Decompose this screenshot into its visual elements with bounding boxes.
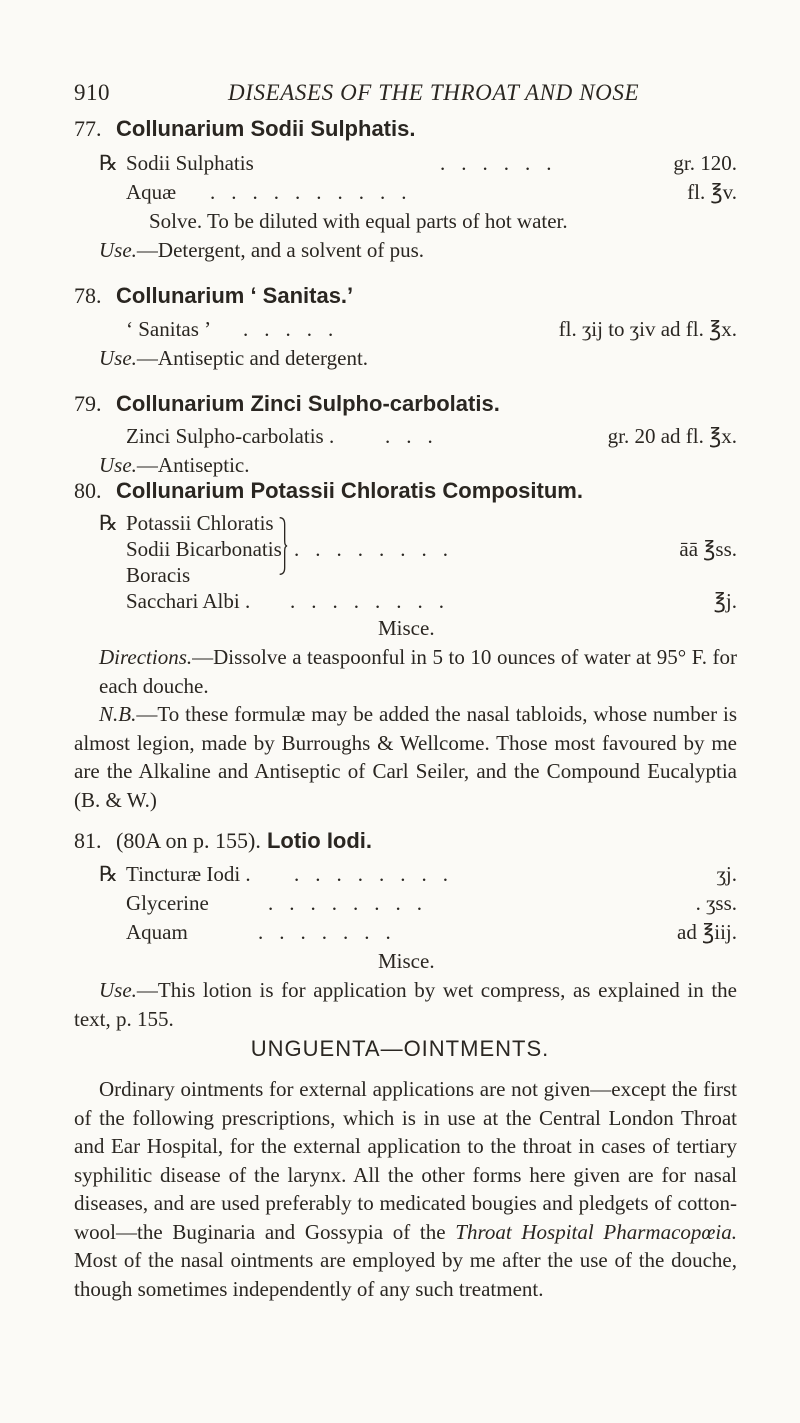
- entry-title: Collunarium Potassii Chloratis Compositum.: [116, 478, 583, 503]
- brace-icon: [278, 514, 288, 578]
- ingredient-quantity: fl. ℥v.: [687, 180, 737, 204]
- running-title: DISEASES OF THE THROAT AND NOSE: [228, 80, 640, 105]
- use-label: Use.: [99, 346, 137, 370]
- ingredient-name: Sodii Bicarbonatis: [126, 537, 282, 561]
- section-heading: UNGUENTA—OINTMENTS.: [250, 1036, 550, 1061]
- ingredient-name: Potassii Chloratis: [126, 511, 274, 535]
- use-label: Use.: [99, 238, 137, 262]
- nb-paragraph: [74, 700, 737, 814]
- ingredient-quantity: ad ℥iij.: [677, 920, 737, 944]
- entry-78-heading: [74, 283, 353, 309]
- group-quantity: āā ℥ss.: [679, 537, 737, 561]
- nb-text: —To these formulæ may be added the nasal tabloids, whose number is almost legion, made by Burroughs & Wellcome. Those most favoured by me are the Alkaline and Antiseptic of Carl Seiler, and the Compound Eucalyptia (B. & W.): [74, 702, 737, 812]
- entry-reference: (80A on p. 155).: [116, 828, 261, 853]
- leader-dots: ........: [294, 537, 464, 561]
- leader-dots: ..........: [210, 180, 423, 204]
- use-line: [99, 238, 424, 263]
- page-header: [74, 80, 734, 110]
- entry-number: 81.: [74, 828, 102, 853]
- paragraph-text: Most of the nasal ointments are employed by me after the use of the douche, though sometimes independently of any such treatment.: [74, 1248, 737, 1301]
- nb-label: N.B.: [99, 702, 137, 726]
- use-text: —Antiseptic.: [136, 453, 250, 477]
- ingredient-name: Sodii Sulphatis: [126, 151, 254, 175]
- use-label: Use.: [99, 453, 137, 477]
- entry-77-heading: [74, 116, 415, 142]
- entry-80-heading: [74, 478, 583, 504]
- entry-title: Collunarium Zinci Sulpho-carbolatis.: [116, 391, 500, 416]
- ingredient-name: Boracis: [126, 563, 191, 587]
- ingredient-quantity: gr. 120.: [673, 151, 737, 175]
- entry-81-heading: [74, 828, 372, 854]
- instruction-text: Solve. To be diluted with equal parts of hot water.: [149, 209, 568, 233]
- ingredient-quantity: . ʒss.: [695, 891, 737, 915]
- entry-title: Collunarium ‘ Sanitas.’: [116, 283, 354, 308]
- ingredient-name: Tincturæ Iodi .: [126, 862, 251, 886]
- paragraph-italic-text: Throat Hospital Pharmacopœia.: [455, 1219, 737, 1244]
- entry-title: Collunarium Sodii Sulphatis.: [116, 116, 416, 141]
- ingredient-quantity: fl. ʒij to ʒiv ad fl. ℥x.: [558, 317, 737, 341]
- leader-dots: ......: [440, 151, 568, 175]
- leader-dots: ........: [268, 891, 438, 915]
- use-text: —Antiseptic and detergent.: [136, 346, 369, 370]
- use-paragraph: [74, 976, 737, 1033]
- misce-text: Misce.: [378, 949, 435, 973]
- ingredient-name: Aquæ: [126, 180, 177, 204]
- rx-symbol: ℞: [99, 511, 118, 535]
- ingredient-name: Sacchari Albi .: [126, 589, 251, 613]
- ingredient-quantity: ʒj.: [716, 862, 737, 886]
- ingredient-name: Glycerine: [126, 891, 209, 915]
- directions-label: Directions.: [99, 645, 193, 669]
- leader-dots: ........: [294, 862, 464, 886]
- leader-dots: .....: [243, 317, 350, 341]
- entry-number: 80.: [74, 478, 102, 503]
- use-label: Use.: [99, 978, 137, 1002]
- leader-dots: ........: [290, 589, 460, 613]
- entry-title: Lotio Iodi.: [266, 828, 373, 853]
- use-text: —This lotion is for application by wet compress, as explained in the text, p. 155.: [74, 978, 737, 1031]
- directions-text: —Dissolve a teaspoonful in 5 to 10 ounces of water at 95° F. for each douche.: [99, 645, 737, 698]
- rx-symbol: ℞: [99, 151, 118, 175]
- leader-dots: ...: [385, 424, 449, 448]
- use-line: [99, 453, 250, 478]
- leader-dots: .......: [258, 920, 407, 944]
- use-text: —Detergent, and a solvent of pus.: [136, 238, 425, 262]
- ingredient-name: ‘ Sanitas ’: [126, 317, 212, 341]
- ingredient-quantity: gr. 20 ad fl. ℥x.: [607, 424, 737, 448]
- entry-79-heading: [74, 391, 500, 417]
- rx-symbol: ℞: [99, 862, 118, 886]
- ingredient-quantity: ℥j.: [713, 589, 737, 613]
- directions-paragraph: [99, 643, 737, 700]
- misce-text: Misce.: [378, 616, 435, 640]
- ingredient-name: Aquam: [126, 920, 188, 944]
- use-line: [99, 346, 368, 371]
- section-paragraph: [74, 1075, 737, 1303]
- entry-number: 79.: [74, 391, 102, 416]
- paragraph-text: Ordinary ointments for external applications are not given—except the first of the following prescriptions, which is in use at the Central London Throat and Ear Hospital, for the external application to the throat in cases of tertiary syphilitic disease of the larynx. All the other forms here given are for nasal diseases, and are used preferably to medicated bougies and pledgets of cotton-wool—the Buginaria and Gossypia of the: [74, 1077, 737, 1244]
- entry-number: 78.: [74, 283, 102, 308]
- ingredient-name: Zinci Sulpho-carbolatis .: [126, 424, 335, 448]
- entry-number: 77.: [74, 116, 102, 141]
- page-number: 910: [74, 80, 110, 105]
